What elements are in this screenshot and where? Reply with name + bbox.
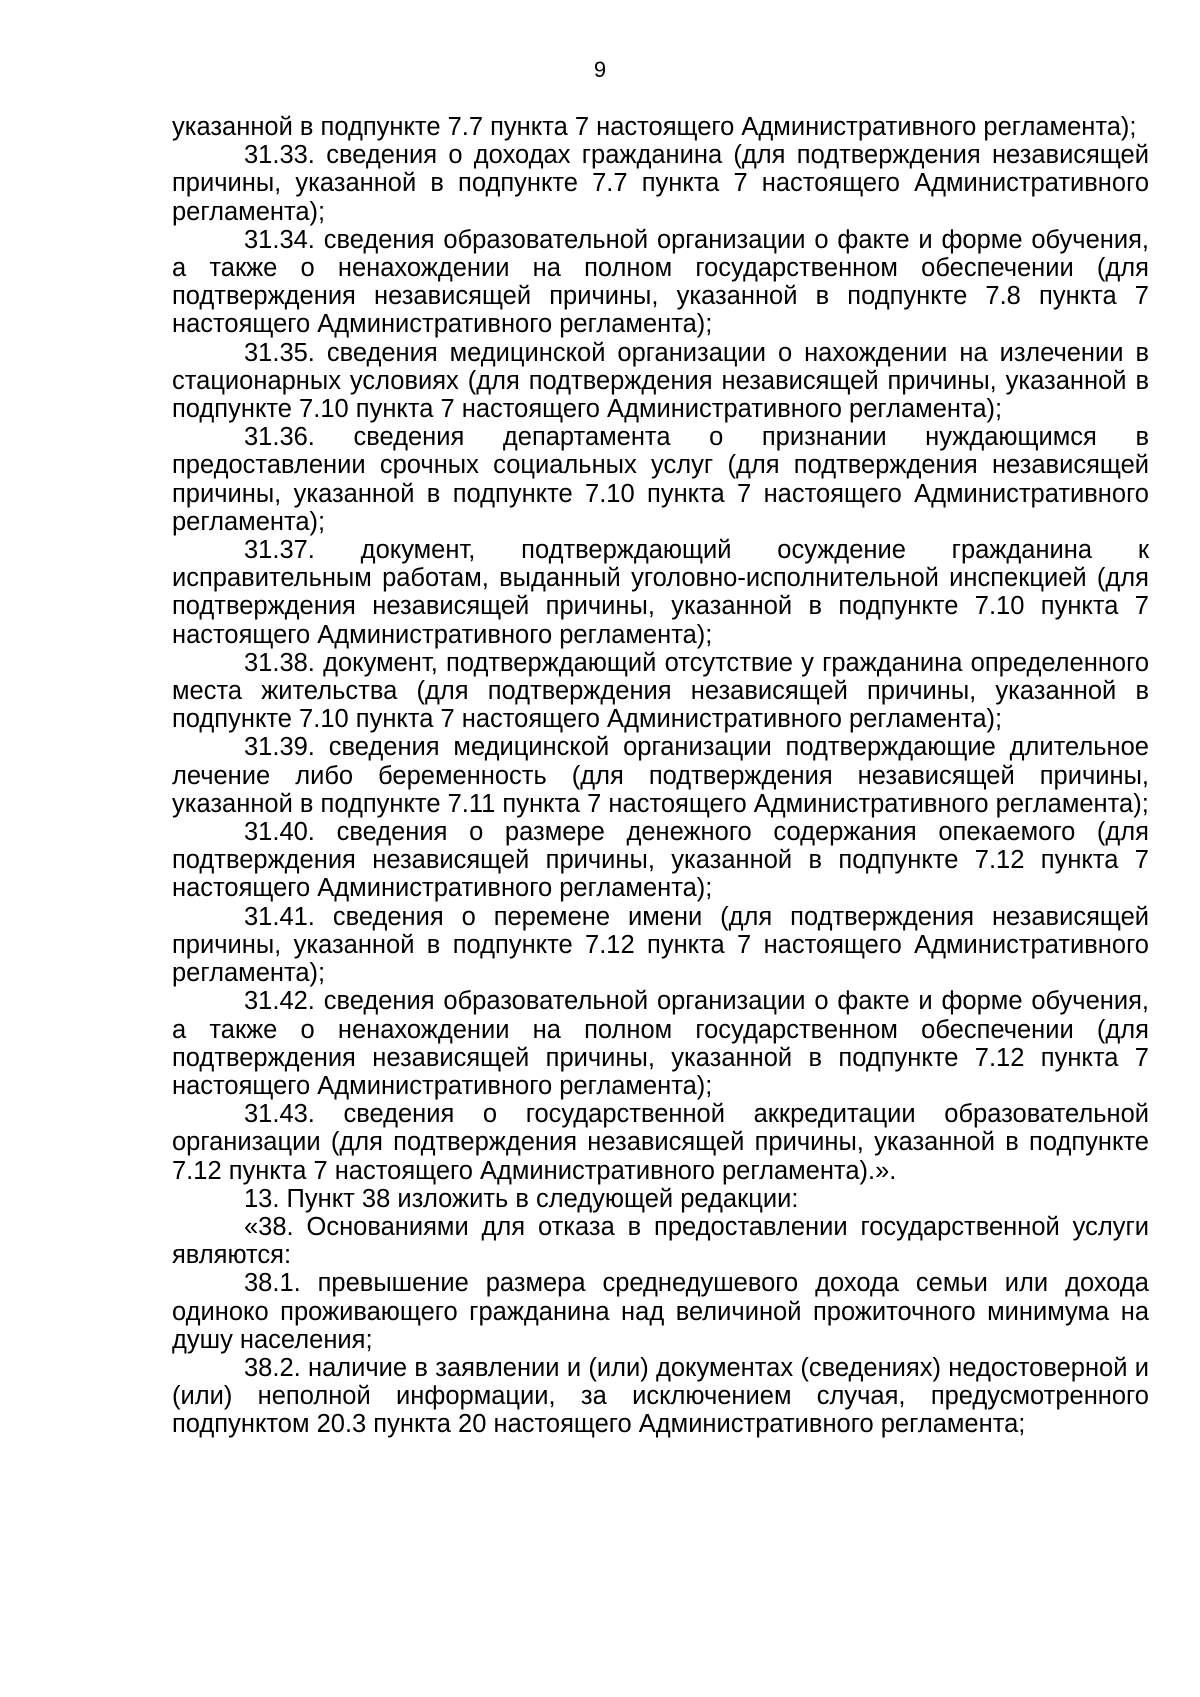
document-body (172, 113, 1149, 1439)
paragraph-31-34: 31.34. сведения образовательной организации о факте и форме обучения, а также о ненахождении на полном государственном обеспечении (для подтверждения независящей причины, указанной в подпункте 7.8 пункта 7 настоящего Административного регламента); (172, 225, 1149, 339)
paragraph-31-36: 31.36. сведения департамента о признании нуждающимся в предоставлении срочных социальных услуг (для подтверждения независящей причины, указанной в подпункте 7.10 пункта 7 настоящего Административного регламента); (172, 423, 1149, 536)
paragraph-continuation: указанной в подпункте 7.7 пункта 7 настоящего Административного регламента); (172, 113, 1137, 141)
paragraph-item-13: 13. Пункт 38 изложить в следующей редакции: (244, 1184, 799, 1213)
paragraph-31-38: 31.38. документ, подтверждающий отсутствие у гражданина определенного места жительства (для подтверждения независящей причины, указанной в подпункте 7.10 пункта 7 настоящего Административного регламента); (172, 648, 1149, 734)
paragraph-31-41: 31.41. сведения о перемене имени (для подтверждения независящей причины, указанной в подпункте 7.12 пункта 7 настоящего Административного регламента); (172, 902, 1149, 988)
paragraph-38-2: 38.2. наличие в заявлении и (или) документах (сведениях) недостоверной и (или) неполной информации, за исключением случая, предусмотренного подпунктом 20.3 пункта 20 настоящего Административного регламента; (172, 1353, 1149, 1439)
paragraph-38-intro: «38. Основаниями для отказа в предоставлении государственной услуги являются: (172, 1212, 1149, 1270)
paragraph-31-35: 31.35. сведения медицинской организации о нахождении на излечении в стационарных условиях (для подтверждения независящей причины, указанной в подпункте 7.10 пункта 7 настоящего Административного регламента); (172, 338, 1149, 424)
paragraph-31-39: 31.39. сведения медицинской организации подтверждающие длительное лечение либо беременность (для подтверждения независящей причины, указанной в подпункте 7.11 пункта 7 настоящего Административного регламента); (172, 733, 1149, 818)
paragraph-31-33: 31.33. сведения о доходах гражданина (для подтверждения независящей причины, указанной в подпункте 7.7 пункта 7 настоящего Административного регламента); (172, 141, 1149, 226)
paragraph-31-40: 31.40. сведения о размере денежного содержания опекаемого (для подтверждения независящей причины, указанной в подпункте 7.12 пункта 7 настоящего Административного регламента); (172, 818, 1149, 903)
paragraph-31-42: 31.42. сведения образовательной организации о факте и форме обучения, а также о ненахождении на полном государственном обеспечении (для подтверждения независящей причины, указанной в подпункте 7.12 пункта 7 настоящего Административного регламента); (172, 987, 1149, 1100)
page-number: 9 (593, 57, 607, 82)
paragraph-31-37: 31.37. документ, подтверждающий осуждение гражданина к исправительным работам, выданный уголовно-исполнительной инспекцией (для подтверждения независящей причины, указанной в подпункте 7.10 пункта 7 настоящего Административного регламента); (172, 536, 1149, 649)
paragraph-31-43: 31.43. сведения о государственной аккредитации образовательной организации (для подтверждения независящей причины, указанной в подпункте 7.12 пункта 7 настоящего Административного регламента).». (172, 1100, 1149, 1185)
paragraph-38-1: 38.1. превышение размера среднедушевого дохода семьи или дохода одиноко проживающего гражданина над величиной прожиточного минимума на душу населения; (172, 1269, 1149, 1354)
